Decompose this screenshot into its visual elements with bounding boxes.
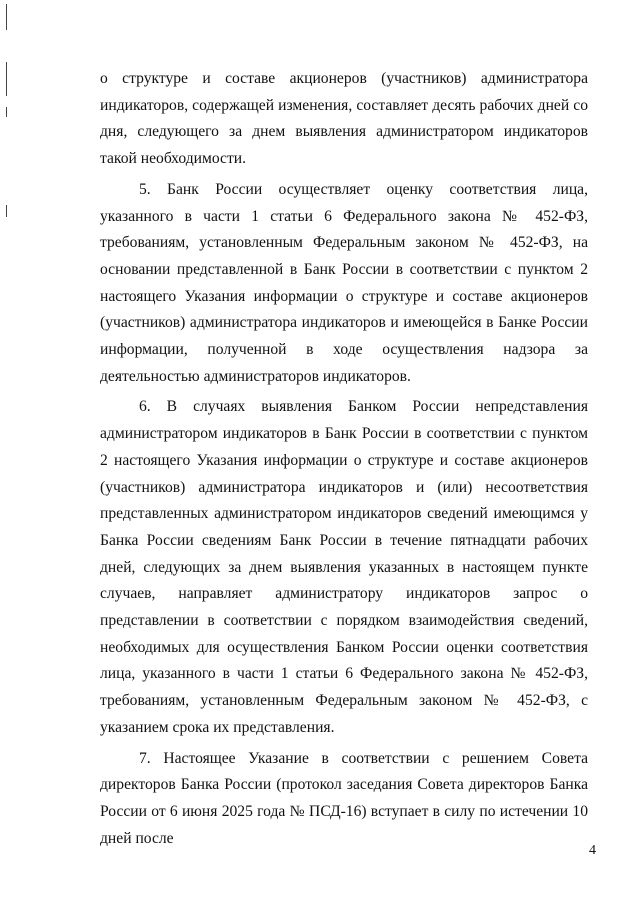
paragraph-item-5: 5. Банк России осуществляет оценку соответствия лица, указанного в части 1 статьи 6 Федерального закона № 452-ФЗ, требованиям, установленным Федеральным законом № 452-ФЗ, на основании представленной в Банк России в соответствии с пунктом 2 настоящего Указания информации о структуре и составе акционеров (участников) администратора индикаторов и имеющейся в Банке России информации, полученной в ходе осуществления надзора за деятельностью администраторов индикаторов.: [100, 180, 588, 385]
paragraph-item-6: 6. В случаях выявления Банком России непредставления администратором индикаторов в Банк России в соответствии с пунктом 2 настоящего Указания информации о структуре и составе акционеров (участников) администратора индикаторов и (или) несоответствия представленных администратором индикаторов сведений имеющимся у Банка России сведениям Банк России в течение пятнадцати рабочих дней, следующих за днем выявления указанных в настоящем пункте случаев, направляет администратору индикаторов запрос о представлении в соответствии с порядком взаимодействия сведений, необходимых для осуществления Банком России оценки соответствия лица, указанного в части 1 статьи 6 Федерального закона № 452-ФЗ, требованиям, установленным Федеральным законом № 452-ФЗ, с указанием срока их представления.: [100, 398, 588, 736]
scan-artifact-line: [6, 4, 7, 30]
scan-artifact-line: [6, 107, 7, 117]
paragraph-item-7: 7. Настоящее Указание в соответствии с решением Совета директоров Банка России (протокол заседания Совета директоров Банка России от 6 июня 2025 года № ПСД-16) вступает в силу по истечении 10 дней после: [100, 749, 588, 847]
page-number: 4: [589, 843, 596, 858]
paragraph-continuation: о структуре и составе акционеров (участников) администратора индикаторов, содержащей изменения, составляет десять рабочих дней со дня, следующего за днем выявления администратором индикаторов такой необходимости.: [100, 70, 588, 168]
scan-artifact-line: [6, 205, 7, 217]
document-body: [100, 66, 588, 856]
scan-artifact-line: [6, 62, 7, 96]
